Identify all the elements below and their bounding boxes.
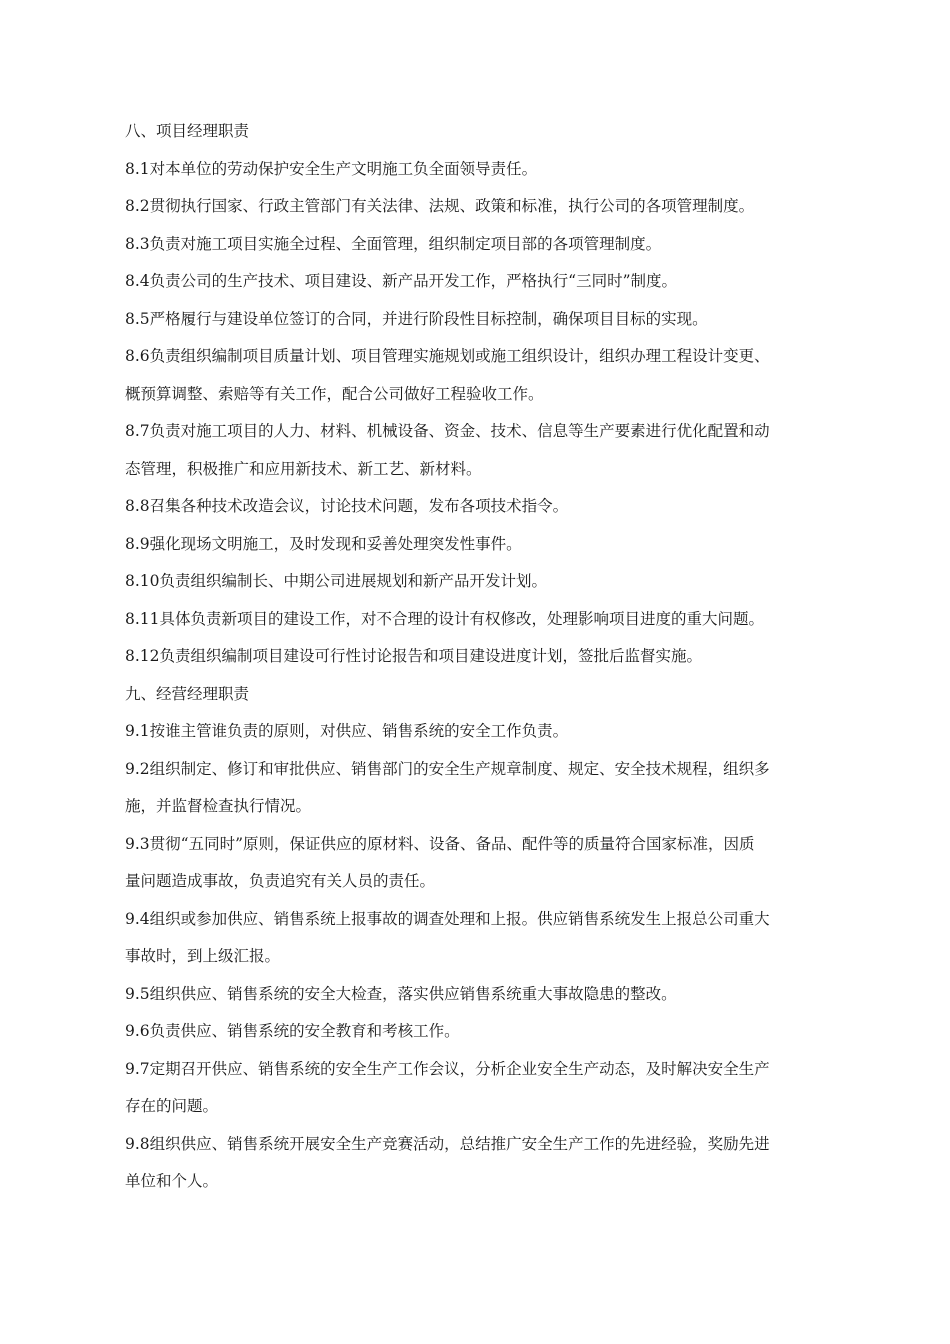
clause-8-8 [125, 488, 840, 526]
clause-line: 9.5组织供应、销售系统的安全大检查，落实供应销售系统重大事故隐患的整改。 [125, 984, 677, 1003]
section-heading: 九、经营经理职责 [125, 684, 250, 703]
section-heading: 八、项目经理职责 [125, 122, 250, 140]
clause-line: 9.3贯彻“五同时”原则，保证供应的原材料、设备、备品、配件等的质量符合国家标准，因质 [125, 834, 755, 853]
clause-line: 8.7负责对施工项目的人力、材料、机械设备、资金、技术、信息等生产要素进行优化配置和动 [125, 422, 770, 440]
clause-line: 8.3负责对施工项目实施全过程、全面管理，组织制定项目部的各项管理制度。 [125, 234, 662, 253]
clause-9-7 [125, 1051, 840, 1126]
clause-9-2 [125, 751, 840, 826]
clause-line: 9.4组织或参加供应、销售系统上报事故的调查处理和上报。供应销售系统发生上报总公司重大 [125, 909, 770, 928]
clause-line: 事故时，到上级汇报。 [125, 947, 281, 965]
clause-line: 8.1对本单位的劳动保护安全生产文明施工负全面领导责任。 [125, 159, 538, 178]
clause-8-2 [125, 188, 840, 226]
clause-line: 概预算调整、索赔等有关工作，配合公司做好工程验收工作。 [125, 384, 544, 403]
clause-line: 单位和个人。 [125, 1172, 219, 1190]
clause-8-9 [125, 526, 840, 564]
clause-line: 9.6负责供应、销售系统的安全教育和考核工作。 [125, 1022, 460, 1040]
clause-line: 8.12负责组织编制项目建设可行性讨论报告和项目建设进度计划，签批后监督实施。 [125, 647, 703, 665]
clause-line: 8.10负责组织编制长、中期公司进展规划和新产品开发计划。 [125, 572, 548, 590]
clause-9-6 [125, 1013, 840, 1051]
clause-8-11 [125, 601, 840, 639]
clause-line: 8.2贯彻执行国家、行政主管部门有关法律、法规、政策和标准，执行公司的各项管理制度。 [125, 197, 755, 215]
clause-line: 8.8召集各种技术改造会议，讨论技术问题，发布各项技术指令。 [125, 497, 569, 515]
clause-8-7 [125, 413, 840, 488]
clause-line: 8.6负责组织编制项目质量计划、项目管理实施规划或施工组织设计，组织办理工程设计变更、 [125, 347, 770, 365]
clause-9-5 [125, 976, 840, 1014]
document-body [125, 113, 840, 1201]
clause-8-10 [125, 563, 840, 601]
clause-line: 量问题造成事故，负责追究有关人员的责任。 [125, 872, 436, 890]
clause-9-1 [125, 713, 840, 751]
clause-8-3 [125, 226, 840, 264]
clause-line: 9.8组织供应、销售系统开展安全生产竞赛活动，总结推广安全生产工作的先进经验，奖励先进 [125, 1134, 770, 1153]
clause-9-8 [125, 1126, 840, 1201]
clause-line: 存在的问题。 [125, 1097, 219, 1115]
clause-9-4 [125, 901, 840, 976]
clause-line: 态管理，积极推广和应用新技术、新工艺、新材料。 [125, 459, 482, 478]
clause-line: 9.1按谁主管谁负责的原则，对供应、销售系统的安全工作负责。 [125, 722, 569, 740]
clause-8-12 [125, 638, 840, 676]
clause-8-6 [125, 338, 840, 413]
clause-8-4 [125, 263, 840, 301]
clause-8-5 [125, 301, 840, 339]
clause-8-1 [125, 151, 840, 189]
clause-line: 8.11具体负责新项目的建设工作，对不合理的设计有权修改，处理影响项目进度的重大问题。 [125, 609, 765, 628]
clause-line: 8.5严格履行与建设单位签订的合同，并进行阶段性目标控制，确保项目目标的实现。 [125, 309, 708, 328]
clause-line: 9.7定期召开供应、销售系统的安全生产工作会议，分析企业安全生产动态，及时解决安全生产 [125, 1059, 770, 1078]
clause-line: 9.2组织制定、修订和审批供应、销售部门的安全生产规章制度、规定、安全技术规程，组织多 [125, 759, 770, 778]
clause-line: 施，并监督检查执行情况。 [125, 797, 312, 815]
clause-line: 8.9强化现场文明施工，及时发现和妥善处理突发性事件。 [125, 534, 522, 553]
clause-line: 8.4负责公司的生产技术、项目建设、新产品开发工作，严格执行“三同时”制度。 [125, 272, 678, 290]
clause-9-3 [125, 826, 840, 901]
